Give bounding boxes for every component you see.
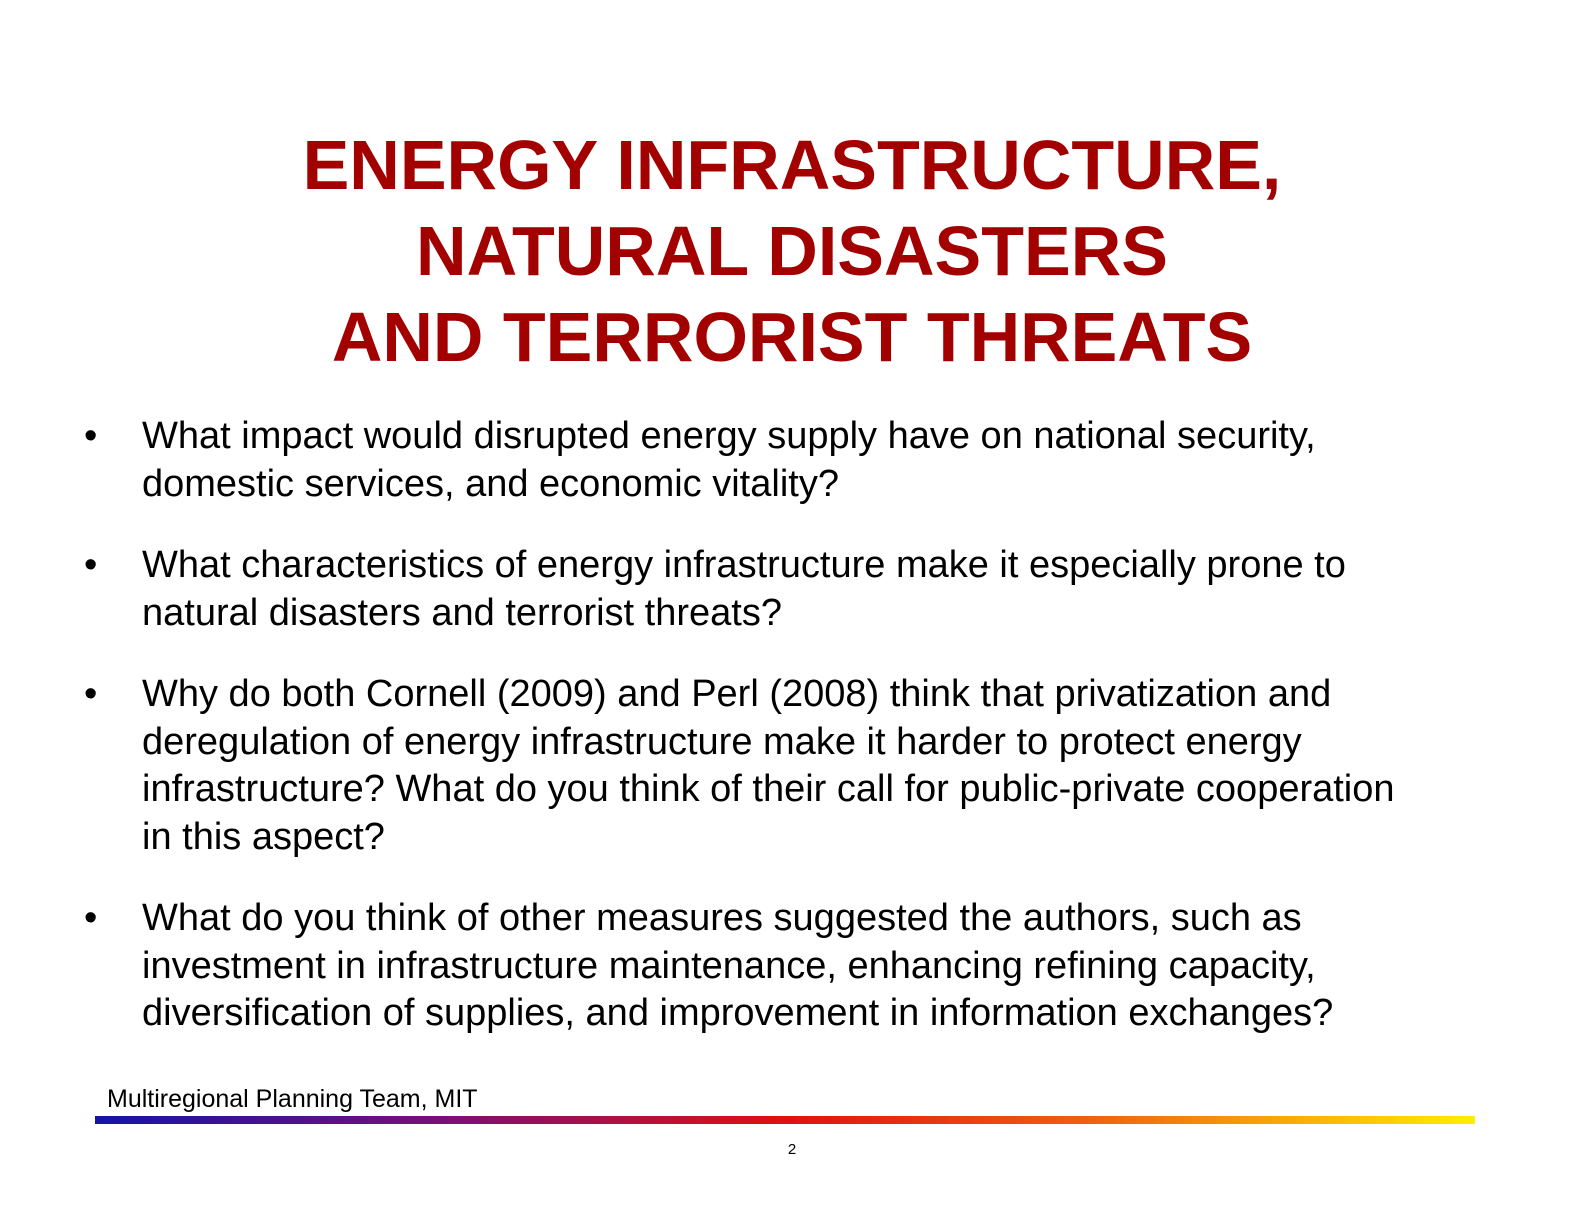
title-line: NATURAL DISASTERS [416,212,1168,290]
bullet-line: domestic services, and economic vitality? [142,462,839,505]
bullet-dot-icon: • [84,544,98,586]
slide-title [0,122,1584,380]
bullet-line: What impact would disrupted energy supply have on national security, [142,415,1316,457]
bullet-line: natural disasters and terrorist threats? [142,591,782,634]
bullet-dot-icon: • [84,897,98,939]
bullet-dot-icon: • [84,673,98,715]
bullet-line: Why do both Cornell (2009) and Perl (2008) think that privatization and [142,673,1332,715]
bullet-line: What characteristics of energy infrastructure make it especially prone to [142,544,1346,586]
bullet-line: deregulation of energy infrastructure make it harder to protect energy [142,720,1302,763]
page-number: 2 [787,1141,797,1158]
bullet-line: infrastructure? What do you think of their call for public-private cooperation [142,768,1395,810]
title-line: AND TERRORIST THREATS [331,298,1253,376]
bullet-item [84,671,1524,861]
footer-gradient-rule [95,1116,1475,1124]
bullet-line: What do you think of other measures suggested the authors, such as [142,897,1302,939]
bullet-item [84,895,1524,1038]
bullet-list [84,413,1524,1072]
bullet-line: investment in infrastructure maintenance, enhancing refining capacity, [142,944,1316,987]
bullet-item [84,542,1524,637]
footer-team-label: Multiregional Planning Team, MIT [107,1085,478,1113]
bullet-item [84,413,1524,508]
bullet-dot-icon: • [84,415,98,457]
bullet-line: in this aspect? [142,815,385,858]
bullet-line: diversification of supplies, and improvement in information exchanges? [142,992,1334,1034]
title-line: ENERGY INFRASTRUCTURE, [302,126,1282,204]
